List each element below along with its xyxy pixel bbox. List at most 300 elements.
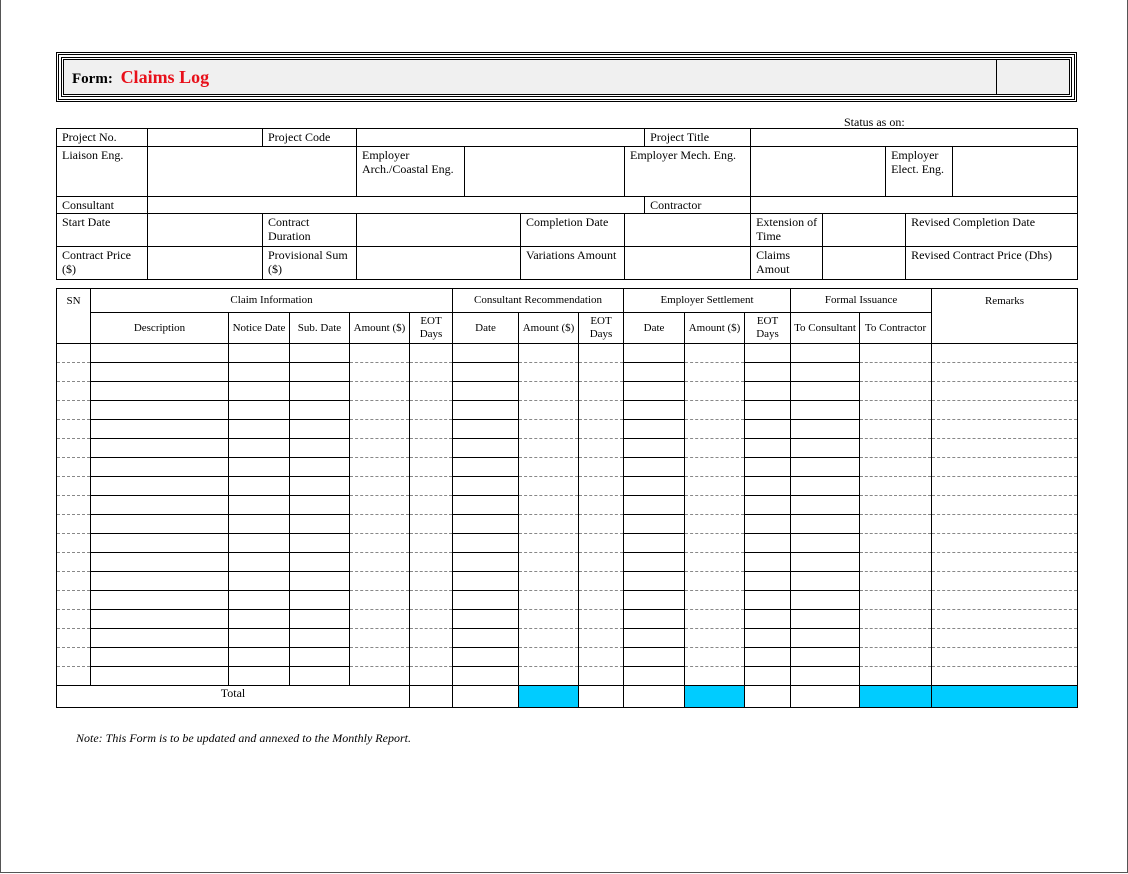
table-cell[interactable] (57, 401, 91, 420)
table-cell[interactable] (91, 477, 229, 496)
table-cell[interactable] (453, 667, 519, 686)
table-cell[interactable] (453, 496, 519, 515)
table-cell[interactable] (91, 572, 229, 591)
table-cell[interactable] (410, 477, 453, 496)
table-cell[interactable] (624, 610, 685, 629)
table-cell[interactable] (860, 648, 932, 667)
value-liaison-eng[interactable] (148, 147, 357, 197)
table-cell[interactable] (519, 591, 579, 610)
table-cell[interactable] (685, 667, 745, 686)
table-cell[interactable] (350, 382, 410, 401)
table-cell[interactable] (932, 553, 1078, 572)
table-cell[interactable] (350, 477, 410, 496)
table-cell[interactable] (290, 629, 350, 648)
table-cell[interactable] (453, 439, 519, 458)
table-cell[interactable] (932, 648, 1078, 667)
label-extension-of-time: Extension of Time (751, 214, 823, 247)
value-employer-elect[interactable] (953, 147, 1078, 197)
table-cell[interactable] (791, 629, 860, 648)
table-cell[interactable] (860, 629, 932, 648)
table-cell[interactable] (91, 458, 229, 477)
table-cell[interactable] (350, 629, 410, 648)
table-cell[interactable] (932, 401, 1078, 420)
table-cell[interactable] (57, 610, 91, 629)
table-cell[interactable] (579, 629, 624, 648)
table-cell[interactable] (579, 515, 624, 534)
table-cell[interactable] (791, 534, 860, 553)
table-cell[interactable] (57, 496, 91, 515)
table-cell[interactable] (410, 363, 453, 382)
value-employer-arch[interactable] (465, 147, 625, 197)
table-cell[interactable] (860, 401, 932, 420)
table-cell[interactable] (350, 439, 410, 458)
table-cell[interactable] (229, 610, 290, 629)
value-contractor[interactable] (751, 197, 1078, 214)
table-cell[interactable] (745, 477, 791, 496)
table-cell[interactable] (350, 534, 410, 553)
col-header: Amount ($) (685, 313, 745, 344)
table-cell[interactable] (57, 458, 91, 477)
table-cell[interactable] (791, 382, 860, 401)
table-cell[interactable] (91, 534, 229, 553)
total-employer-eot (791, 686, 860, 708)
table-cell[interactable] (932, 591, 1078, 610)
table-cell[interactable] (685, 477, 745, 496)
table-cell[interactable] (91, 363, 229, 382)
table-cell[interactable] (745, 572, 791, 591)
table-cell[interactable] (624, 477, 685, 496)
table-cell[interactable] (791, 515, 860, 534)
table-cell[interactable] (290, 515, 350, 534)
table-cell[interactable] (350, 344, 410, 363)
table-cell[interactable] (791, 363, 860, 382)
table-cell[interactable] (290, 648, 350, 667)
table-cell[interactable] (624, 553, 685, 572)
table-cell[interactable] (624, 629, 685, 648)
table-cell[interactable] (685, 648, 745, 667)
table-cell[interactable] (91, 401, 229, 420)
table-cell[interactable] (624, 344, 685, 363)
table-cell[interactable] (860, 344, 932, 363)
table-cell[interactable] (685, 401, 745, 420)
value-completion-date[interactable] (625, 214, 751, 247)
table-cell[interactable] (624, 496, 685, 515)
table-cell[interactable] (453, 458, 519, 477)
table-cell[interactable] (932, 496, 1078, 515)
table-cell[interactable] (685, 610, 745, 629)
table-cell[interactable] (229, 515, 290, 534)
table-cell[interactable] (932, 363, 1078, 382)
table-cell[interactable] (91, 439, 229, 458)
table-cell[interactable] (791, 344, 860, 363)
table-cell[interactable] (290, 401, 350, 420)
table-cell[interactable] (624, 420, 685, 439)
table-cell[interactable] (91, 420, 229, 439)
value-contract-price[interactable] (148, 247, 263, 280)
table-cell[interactable] (685, 553, 745, 572)
table-cell[interactable] (791, 572, 860, 591)
table-cell[interactable] (932, 515, 1078, 534)
table-cell[interactable] (519, 382, 579, 401)
form-title-bar (63, 59, 1070, 95)
value-contract-duration[interactable] (357, 214, 521, 247)
table-cell[interactable] (350, 553, 410, 572)
value-claims-amount[interactable] (823, 247, 906, 280)
table-cell[interactable] (91, 667, 229, 686)
table-cell[interactable] (91, 591, 229, 610)
table-cell[interactable] (745, 667, 791, 686)
table-cell[interactable] (624, 515, 685, 534)
table-cell[interactable] (519, 477, 579, 496)
table-cell[interactable] (745, 610, 791, 629)
table-cell[interactable] (290, 420, 350, 439)
table-cell[interactable] (932, 477, 1078, 496)
table-cell[interactable] (745, 401, 791, 420)
table-cell[interactable] (932, 344, 1078, 363)
table-cell[interactable] (453, 401, 519, 420)
table-cell[interactable] (860, 439, 932, 458)
table-cell[interactable] (791, 477, 860, 496)
table-cell[interactable] (57, 420, 91, 439)
table-cell[interactable] (579, 344, 624, 363)
table-cell[interactable] (579, 401, 624, 420)
value-start-date[interactable] (148, 214, 263, 247)
value-project-no[interactable] (148, 129, 263, 147)
table-cell[interactable] (453, 344, 519, 363)
table-cell[interactable] (91, 553, 229, 572)
table-cell[interactable] (519, 515, 579, 534)
table-cell[interactable] (519, 420, 579, 439)
table-cell[interactable] (624, 572, 685, 591)
table-cell[interactable] (791, 420, 860, 439)
table-cell[interactable] (350, 401, 410, 420)
table-cell[interactable] (579, 610, 624, 629)
table-cell[interactable] (57, 591, 91, 610)
table-cell[interactable] (290, 591, 350, 610)
table-cell[interactable] (57, 629, 91, 648)
table-cell[interactable] (57, 648, 91, 667)
table-cell[interactable] (453, 610, 519, 629)
table-cell[interactable] (519, 667, 579, 686)
table-cell[interactable] (410, 344, 453, 363)
table-cell[interactable] (453, 648, 519, 667)
table-cell[interactable] (579, 648, 624, 667)
table-cell[interactable] (519, 439, 579, 458)
table-cell[interactable] (745, 591, 791, 610)
table-cell[interactable] (91, 382, 229, 401)
table-cell[interactable] (519, 496, 579, 515)
table-cell[interactable] (290, 439, 350, 458)
table-cell[interactable] (91, 629, 229, 648)
table-cell[interactable] (860, 382, 932, 401)
table-cell[interactable] (579, 363, 624, 382)
table-cell[interactable] (453, 420, 519, 439)
table-cell[interactable] (579, 667, 624, 686)
table-cell[interactable] (932, 420, 1078, 439)
table-cell[interactable] (579, 439, 624, 458)
table-cell[interactable] (91, 648, 229, 667)
table-cell[interactable] (57, 344, 91, 363)
table-cell[interactable] (624, 382, 685, 401)
table-cell[interactable] (350, 591, 410, 610)
table-cell[interactable] (791, 458, 860, 477)
table-cell[interactable] (410, 515, 453, 534)
table-cell[interactable] (745, 458, 791, 477)
label-employer-arch: Employer Arch./Coastal Eng. (357, 147, 465, 197)
table-cell[interactable] (350, 496, 410, 515)
table-cell[interactable] (932, 439, 1078, 458)
table-cell[interactable] (410, 648, 453, 667)
table-cell[interactable] (624, 458, 685, 477)
table-cell[interactable] (932, 572, 1078, 591)
table-cell[interactable] (519, 629, 579, 648)
table-cell[interactable] (453, 515, 519, 534)
table-cell[interactable] (579, 496, 624, 515)
table-cell[interactable] (932, 458, 1078, 477)
table-row (57, 610, 1078, 629)
table-cell[interactable] (932, 610, 1078, 629)
table-cell[interactable] (745, 344, 791, 363)
table-cell[interactable] (860, 572, 932, 591)
table-cell[interactable] (229, 553, 290, 572)
table-cell[interactable] (410, 439, 453, 458)
table-cell[interactable] (229, 667, 290, 686)
table-cell[interactable] (519, 553, 579, 572)
table-cell[interactable] (57, 572, 91, 591)
table-cell[interactable] (57, 382, 91, 401)
table-cell[interactable] (860, 477, 932, 496)
table-cell[interactable] (624, 439, 685, 458)
value-consultant[interactable] (148, 197, 645, 214)
table-cell[interactable] (229, 382, 290, 401)
table-cell[interactable] (624, 401, 685, 420)
table-cell[interactable] (229, 591, 290, 610)
table-cell[interactable] (579, 477, 624, 496)
table-cell[interactable] (290, 458, 350, 477)
table-cell[interactable] (453, 534, 519, 553)
table-cell[interactable] (229, 496, 290, 515)
table-cell[interactable] (350, 610, 410, 629)
table-cell[interactable] (410, 553, 453, 572)
table-cell[interactable] (685, 515, 745, 534)
table-cell[interactable] (624, 648, 685, 667)
table-cell[interactable] (685, 344, 745, 363)
value-project-title[interactable] (751, 129, 1078, 147)
table-cell[interactable] (791, 401, 860, 420)
table-cell[interactable] (290, 382, 350, 401)
table-cell[interactable] (685, 420, 745, 439)
table-cell[interactable] (453, 591, 519, 610)
table-cell[interactable] (229, 344, 290, 363)
table-cell[interactable] (932, 534, 1078, 553)
table-cell[interactable] (91, 496, 229, 515)
table-cell[interactable] (745, 363, 791, 382)
table-cell[interactable] (410, 496, 453, 515)
table-cell[interactable] (350, 458, 410, 477)
table-cell[interactable] (453, 477, 519, 496)
total-amount (410, 686, 453, 708)
table-cell[interactable] (57, 363, 91, 382)
table-cell[interactable] (745, 496, 791, 515)
table-cell[interactable] (229, 534, 290, 553)
table-cell[interactable] (453, 629, 519, 648)
table-cell[interactable] (519, 610, 579, 629)
table-cell[interactable] (685, 629, 745, 648)
table-cell[interactable] (57, 553, 91, 572)
table-cell[interactable] (745, 420, 791, 439)
table-cell[interactable] (410, 382, 453, 401)
table-cell[interactable] (410, 572, 453, 591)
table-cell[interactable] (410, 667, 453, 686)
table-cell[interactable] (519, 458, 579, 477)
table-cell[interactable] (860, 458, 932, 477)
table-cell[interactable] (91, 515, 229, 534)
table-cell[interactable] (745, 648, 791, 667)
table-cell[interactable] (290, 496, 350, 515)
table-cell[interactable] (290, 610, 350, 629)
table-cell[interactable] (624, 667, 685, 686)
table-cell[interactable] (290, 477, 350, 496)
table-cell[interactable] (791, 553, 860, 572)
value-provisional-sum[interactable] (357, 247, 521, 280)
table-cell[interactable] (410, 401, 453, 420)
table-cell[interactable] (290, 344, 350, 363)
table-cell[interactable] (685, 382, 745, 401)
table-cell[interactable] (685, 591, 745, 610)
table-cell[interactable] (91, 610, 229, 629)
table-cell[interactable] (519, 534, 579, 553)
table-cell[interactable] (791, 667, 860, 686)
table-cell[interactable] (519, 363, 579, 382)
table-cell[interactable] (579, 420, 624, 439)
table-cell[interactable] (932, 667, 1078, 686)
table-cell[interactable] (579, 591, 624, 610)
table-cell[interactable] (932, 382, 1078, 401)
value-variations-amount[interactable] (625, 247, 751, 280)
table-cell[interactable] (350, 667, 410, 686)
table-cell[interactable] (745, 534, 791, 553)
table-cell[interactable] (579, 553, 624, 572)
table-cell[interactable] (860, 591, 932, 610)
table-cell[interactable] (410, 420, 453, 439)
table-cell[interactable] (745, 439, 791, 458)
footnote: Note: This Form is to be updated and annexed to the Monthly Report. (76, 731, 411, 745)
table-cell[interactable] (229, 477, 290, 496)
table-cell[interactable] (410, 534, 453, 553)
table-cell[interactable] (350, 648, 410, 667)
table-cell[interactable] (350, 572, 410, 591)
table-cell[interactable] (350, 420, 410, 439)
table-cell[interactable] (229, 629, 290, 648)
table-cell[interactable] (350, 363, 410, 382)
table-cell[interactable] (860, 553, 932, 572)
table-cell[interactable] (229, 401, 290, 420)
table-cell[interactable] (229, 439, 290, 458)
table-cell[interactable] (229, 420, 290, 439)
table-cell[interactable] (860, 534, 932, 553)
table-cell[interactable] (410, 629, 453, 648)
table-cell[interactable] (453, 553, 519, 572)
total-to-consultant (860, 686, 932, 708)
value-project-code[interactable] (357, 129, 645, 147)
table-cell[interactable] (624, 591, 685, 610)
table-cell[interactable] (624, 363, 685, 382)
table-cell[interactable] (860, 667, 932, 686)
table-cell[interactable] (57, 439, 91, 458)
table-cell[interactable] (685, 534, 745, 553)
table-cell[interactable] (791, 648, 860, 667)
table-cell[interactable] (860, 420, 932, 439)
table-cell[interactable] (290, 667, 350, 686)
table-cell[interactable] (685, 458, 745, 477)
table-cell[interactable] (57, 515, 91, 534)
table-cell[interactable] (519, 572, 579, 591)
table-cell[interactable] (453, 363, 519, 382)
table-cell[interactable] (91, 344, 229, 363)
table-cell[interactable] (685, 363, 745, 382)
table-cell[interactable] (860, 610, 932, 629)
table-cell[interactable] (791, 496, 860, 515)
table-cell[interactable] (519, 344, 579, 363)
table-cell[interactable] (745, 382, 791, 401)
table-cell[interactable] (745, 515, 791, 534)
table-cell[interactable] (579, 458, 624, 477)
value-extension-of-time[interactable] (823, 214, 906, 247)
table-cell[interactable] (453, 382, 519, 401)
table-cell[interactable] (791, 591, 860, 610)
table-cell[interactable] (860, 496, 932, 515)
table-cell[interactable] (624, 534, 685, 553)
table-cell[interactable] (519, 648, 579, 667)
table-cell[interactable] (410, 458, 453, 477)
table-cell[interactable] (410, 610, 453, 629)
table-cell[interactable] (350, 515, 410, 534)
table-cell[interactable] (579, 534, 624, 553)
table-cell[interactable] (745, 553, 791, 572)
table-cell[interactable] (579, 572, 624, 591)
table-cell[interactable] (745, 629, 791, 648)
table-cell[interactable] (860, 515, 932, 534)
table-cell[interactable] (57, 477, 91, 496)
table-cell[interactable] (791, 439, 860, 458)
col-header: Description (91, 313, 229, 344)
table-cell[interactable] (229, 458, 290, 477)
table-cell[interactable] (229, 648, 290, 667)
table-cell[interactable] (290, 553, 350, 572)
project-info-table (56, 128, 1078, 280)
table-cell[interactable] (229, 363, 290, 382)
value-employer-mech[interactable] (751, 147, 886, 197)
table-cell[interactable] (685, 439, 745, 458)
table-cell[interactable] (932, 629, 1078, 648)
table-cell[interactable] (290, 534, 350, 553)
table-cell[interactable] (860, 363, 932, 382)
table-cell[interactable] (290, 572, 350, 591)
label-revised-completion-date: Revised Completion Date (906, 214, 1078, 247)
table-cell[interactable] (57, 534, 91, 553)
table-cell[interactable] (519, 401, 579, 420)
table-cell[interactable] (57, 667, 91, 686)
table-cell[interactable] (290, 363, 350, 382)
table-cell[interactable] (453, 572, 519, 591)
total-consultant-amount (579, 686, 624, 708)
table-cell[interactable] (791, 610, 860, 629)
table-cell[interactable] (410, 591, 453, 610)
table-cell[interactable] (685, 572, 745, 591)
table-cell[interactable] (229, 572, 290, 591)
table-cell[interactable] (579, 382, 624, 401)
table-cell[interactable] (685, 496, 745, 515)
